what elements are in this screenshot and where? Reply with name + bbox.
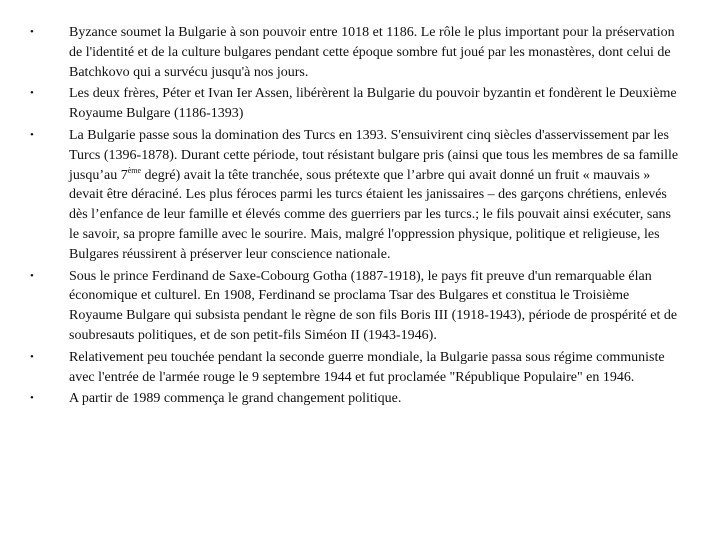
list-item-text-continued: degré) avait la tête tranchée, sous prétexte que l’arbre qui avait donné un fruit « mauvais » devait être déraciné. Les plus féroces parmi les turcs étaient les janissaires – des garçons chrétiens, enlevés dès l’enfance de leur famille et élevés comme des guerriers par les turcs.; le fils pouvait ainsi exécuter, sans le savoir, sa propre famille avec le sourire. Mais, malgré l'oppression physique, politique et religieuse, les Bulgares réussirent à préserver leur conscience nationale. — [69, 167, 671, 262]
list-item-text: Les deux frères, Péter et Ivan Ier Assen, libérèrent la Bulgarie du pouvoir byzantin et fondèrent le Deuxième Royaume Bulgare (1186-1393) — [69, 86, 677, 122]
list-item-text: Sous le prince Ferdinand de Saxe-Cobourg Gotha (1887-1918), le pays fit preuve d'un remarquable élan économique et culturel. En 1908, Ferdinand se proclama Tsar des Bulgares et constitua le Troisième Royaume Bulgare qui subsista pendant le règne de son fils Boris III (1918-1943), période de prospérité et de soubresauts politiques, et de son petit-fils Siméon II (1943-1946). — [69, 268, 678, 343]
bullet-icon: • — [30, 392, 34, 405]
list-item — [30, 126, 680, 265]
bullet-icon: • — [30, 128, 34, 141]
list-item — [30, 389, 680, 409]
list-item — [30, 23, 680, 82]
history-bullet-list — [30, 23, 680, 411]
list-item-text: Relativement peu touchée pendant la seconde guerre mondiale, la Bulgarie passa sous régime communiste avec l'entrée de l'armée rouge le 9 septembre 1944 et fut proclamée "République Populaire" en 1946. — [69, 349, 665, 385]
list-item — [30, 348, 680, 388]
list-item-text: A partir de 1989 commença le grand changement politique. — [69, 391, 402, 407]
ordinal-superscript: ème — [127, 165, 142, 175]
bullet-icon: • — [30, 87, 34, 100]
list-item-text: La Bulgarie passe sous la domination des Turcs en 1393. S'ensuivirent cinq siècles d'asservissement par les Turcs (1396-1878). Durant cette période, tout résistant bulgare pris (ainsi que tous les membres de sa famille jusqu’au 7 — [69, 127, 679, 183]
bullet-icon: • — [30, 269, 34, 282]
bullet-icon: • — [30, 350, 34, 363]
bullet-icon: • — [30, 26, 34, 38]
list-item-text: Byzance soumet la Bulgarie à son pouvoir entre 1018 et 1186. Le rôle le plus important pour la préservation de l'identité et de la culture bulgares pendant cette époque sombre fut joué par les monastères, dont celui de Batchkovo qui a survécu jusqu'à nos jours. — [69, 25, 675, 80]
list-item — [30, 267, 680, 346]
list-item — [30, 84, 680, 124]
